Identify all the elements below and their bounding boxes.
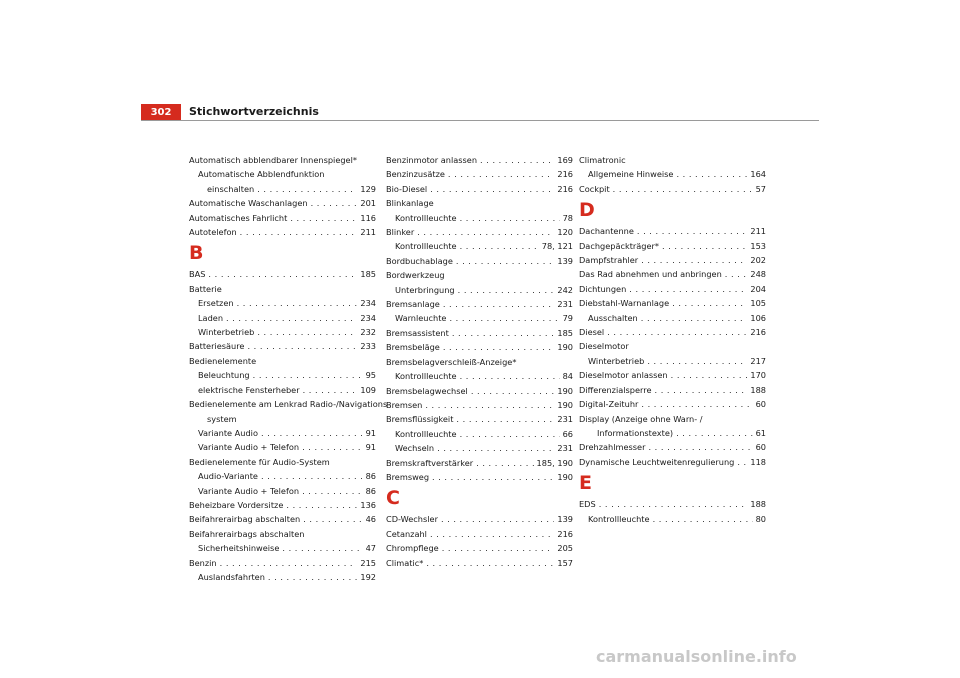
index-entry-page: 170 xyxy=(750,370,766,381)
index-entry-term: Allgemeine Hinweise xyxy=(588,169,674,180)
index-entry-page: 231 xyxy=(557,299,573,310)
index-entry-term: Laden xyxy=(198,312,224,323)
index-entry-page: 190 xyxy=(557,471,573,482)
index-entry xyxy=(189,541,376,555)
index-entry xyxy=(386,311,573,325)
index-entry-term: Dachantenne xyxy=(579,226,634,237)
index-entry-page: 190 xyxy=(557,385,573,396)
dot-leader xyxy=(300,383,358,397)
index-entry xyxy=(579,354,766,368)
index-entry-term: Diebstahl-Warnanlage xyxy=(579,298,670,309)
index-entry-term: EDS xyxy=(579,499,596,510)
index-group-label: Automatisch abblendbarer Innenspiegel* xyxy=(189,155,357,165)
index-entry xyxy=(579,267,766,281)
index-entry-page: 84 xyxy=(562,371,573,382)
index-entry-term: Autotelefon xyxy=(189,227,237,238)
index-entry-page: 139 xyxy=(557,514,573,525)
index-group-label: Climatronic xyxy=(579,155,626,165)
index-entry-page: 66 xyxy=(562,428,573,439)
index-entry-term: Bio-Diesel xyxy=(386,183,428,194)
index-letter-heading: B xyxy=(189,242,204,265)
index-entry xyxy=(386,470,573,484)
index-entry-term: Dynamische Leuchtweitenregulierung xyxy=(579,456,735,467)
index-letter-heading: D xyxy=(579,199,595,222)
index-entry-term: Benzin xyxy=(189,557,217,568)
index-entry-page: 211 xyxy=(360,227,376,238)
index-entry xyxy=(189,570,376,584)
dot-leader xyxy=(453,412,554,426)
index-entry xyxy=(579,440,766,454)
index-entry xyxy=(579,383,766,397)
index-entry xyxy=(189,225,376,239)
index-entry xyxy=(189,311,376,325)
dot-leader xyxy=(250,368,363,382)
index-entry xyxy=(386,441,573,455)
index-entry-term: Informationstexte) xyxy=(597,427,674,438)
dot-leader xyxy=(223,311,357,325)
index-entry-term: Differenzialsperre xyxy=(579,384,652,395)
index-entry-term: Wechseln xyxy=(395,443,435,454)
dot-leader xyxy=(258,426,363,440)
index-entry-page: 46 xyxy=(365,514,376,525)
dot-leader xyxy=(254,325,357,339)
dot-leader xyxy=(427,182,554,196)
index-column-3 xyxy=(579,153,766,526)
index-entry xyxy=(189,469,376,483)
index-entry-page: 91 xyxy=(365,427,376,438)
index-entry-page: 188 xyxy=(750,384,766,395)
index-group-label: Bedienelemente xyxy=(189,355,257,366)
index-entry-term: Automatisches Fahrlicht xyxy=(189,212,288,223)
index-entry-page: 105 xyxy=(750,298,766,309)
index-entry-page: 216 xyxy=(557,169,573,180)
index-entry-page: 202 xyxy=(750,255,766,266)
watermark: carmanualsonline.info xyxy=(596,647,797,666)
index-entry-term: Benzinzusätze xyxy=(386,169,445,180)
index-column-1 xyxy=(189,153,391,584)
header-divider xyxy=(141,120,819,121)
index-entry-term: Unterbringung xyxy=(395,284,455,295)
index-entry xyxy=(386,167,573,181)
index-entry-term: Kontrollleuchte xyxy=(395,371,457,382)
index-entry xyxy=(386,297,573,311)
index-entry xyxy=(189,296,376,310)
index-entry xyxy=(386,283,573,297)
index-entry-term: Kontrollleuchte xyxy=(395,241,457,252)
index-entry-term: Beheizbare Vordersitze xyxy=(189,499,284,510)
index-group-label: Bedienelemente am Lenkrad Radio-/Navigations- xyxy=(189,399,391,410)
index-entry-page: 116 xyxy=(360,212,376,223)
index-entry-page: 129 xyxy=(360,183,376,194)
index-entry xyxy=(579,397,766,411)
index-entry-page: 86 xyxy=(365,485,376,496)
index-entry-term: Ausschalten xyxy=(588,312,638,323)
index-entry-page: 164 xyxy=(750,169,766,180)
index-entry xyxy=(579,368,766,382)
index-letter-heading: E xyxy=(579,472,592,495)
index-group-label: Blinkanlage xyxy=(386,198,434,209)
index-entry-term: Cetanzahl xyxy=(386,528,427,539)
index-entry-term: Dampfstrahler xyxy=(579,255,639,266)
index-entry xyxy=(386,225,573,239)
index-entry xyxy=(386,556,573,570)
index-entry-page: 91 xyxy=(365,442,376,453)
index-entry-page: 86 xyxy=(365,471,376,482)
index-entry xyxy=(579,325,766,339)
index-entry-term: Benzinmotor anlassen xyxy=(386,155,478,165)
index-entry-term: Dichtungen xyxy=(579,283,627,294)
index-entry xyxy=(386,412,573,426)
dot-leader xyxy=(434,441,554,455)
index-letter-heading: C xyxy=(386,487,400,510)
dot-leader xyxy=(427,527,554,541)
dot-leader xyxy=(299,440,363,454)
index-entry-term: CD-Wechsler xyxy=(386,514,438,525)
index-entry xyxy=(579,253,766,267)
index-entry-term: Winterbetrieb xyxy=(588,355,645,366)
index-entry xyxy=(386,512,573,526)
dot-leader xyxy=(638,311,748,325)
index-entry-term: BAS xyxy=(189,269,206,280)
index-entry-page: 233 xyxy=(360,341,376,352)
index-entry xyxy=(386,239,573,253)
dot-leader xyxy=(237,225,358,239)
index-entry-term: Variante Audio xyxy=(198,427,258,438)
index-entry-term: Bremsassistent xyxy=(386,327,449,338)
index-entry-term: Diesel xyxy=(579,327,605,338)
index-entry-page: 139 xyxy=(557,255,573,266)
index-entry-page: 188 xyxy=(750,499,766,510)
dot-leader xyxy=(634,224,747,238)
index-entry-page: 47 xyxy=(365,543,376,554)
dot-leader xyxy=(449,326,555,340)
index-entry-term: elektrische Fensterheber xyxy=(198,384,300,395)
index-entry-page: 185, 190 xyxy=(536,457,573,468)
index-entry xyxy=(386,340,573,354)
index-entry-page: 109 xyxy=(360,384,376,395)
dot-leader xyxy=(244,339,357,353)
index-entry-term: Beifahrerairbag abschalten xyxy=(189,514,301,525)
dot-leader xyxy=(446,311,559,325)
index-group-label: Beifahrerairbags abschalten xyxy=(189,528,305,539)
index-entry-term: Dieselmotor anlassen xyxy=(579,370,668,381)
dot-leader xyxy=(445,167,554,181)
index-entry-page: 157 xyxy=(557,557,573,568)
index-entry-term: Drehzahlmesser xyxy=(579,442,646,453)
dot-leader xyxy=(299,484,363,498)
index-entry-page: 136 xyxy=(360,499,376,510)
index-entry xyxy=(189,383,376,397)
index-entry-term: einschalten xyxy=(207,183,255,194)
index-entry xyxy=(579,167,766,181)
dot-leader xyxy=(254,182,357,196)
dot-leader xyxy=(610,182,753,196)
index-entry xyxy=(579,239,766,253)
dot-leader xyxy=(673,167,747,181)
dot-leader xyxy=(638,397,752,411)
index-entry-page: 106 xyxy=(750,312,766,323)
index-entry-page: 232 xyxy=(360,327,376,338)
index-entry-term: Audio-Variante xyxy=(198,471,258,482)
index-entry-term: Ersetzen xyxy=(198,298,234,309)
index-entry-term: Variante Audio + Telefon xyxy=(198,442,300,453)
index-entry xyxy=(579,311,766,325)
index-group-label: Bordwerkzeug xyxy=(386,270,445,281)
dot-leader xyxy=(457,369,560,383)
index-entry xyxy=(579,426,766,440)
index-entry-term: Kontrollleuchte xyxy=(588,513,650,524)
index-entry-term: Bremsanlage xyxy=(386,299,440,310)
dot-leader xyxy=(258,469,363,483)
index-entry xyxy=(189,368,376,382)
index-entry xyxy=(386,182,573,196)
index-entry-page: 60 xyxy=(755,399,766,410)
dot-leader xyxy=(734,455,747,469)
dot-leader xyxy=(440,297,555,311)
index-entry xyxy=(579,224,766,238)
dot-leader xyxy=(453,254,554,268)
dot-leader xyxy=(423,556,554,570)
index-entry-term: Blinker xyxy=(386,227,415,238)
index-entry-page: 192 xyxy=(360,571,376,582)
dot-leader xyxy=(440,340,555,354)
index-entry-term: Batteriesäure xyxy=(189,341,245,352)
index-entry-term: Dachgepäckträger* xyxy=(579,240,659,251)
index-group-label: system xyxy=(207,413,237,424)
index-entry xyxy=(189,484,376,498)
index-entry xyxy=(386,153,573,167)
index-entry-page: 78, 121 xyxy=(541,241,573,252)
index-entry xyxy=(189,267,376,281)
dot-leader xyxy=(422,398,554,412)
index-entry-page: 205 xyxy=(557,543,573,554)
index-entry-page: 216 xyxy=(750,327,766,338)
index-entry xyxy=(189,339,376,353)
dot-leader xyxy=(722,267,748,281)
dot-leader xyxy=(439,541,555,555)
index-entry-page: 216 xyxy=(557,183,573,194)
index-entry xyxy=(386,456,573,470)
index-entry-term: Auslandsfahrten xyxy=(198,571,265,582)
index-entry-page: 78 xyxy=(562,212,573,223)
index-entry xyxy=(386,384,573,398)
index-entry-page: 190 xyxy=(557,342,573,353)
index-entry-term: Sicherheitshinweise xyxy=(198,543,280,554)
index-entry xyxy=(189,196,376,210)
dot-leader xyxy=(438,512,554,526)
index-entry xyxy=(189,211,376,225)
index-entry-term: Beleuchtung xyxy=(198,370,250,381)
index-entry-term: Digital-Zeituhr xyxy=(579,399,639,410)
index-entry-page: 153 xyxy=(750,240,766,251)
index-entry-term: Warnleuchte xyxy=(395,313,447,324)
index-entry-term: Chrompflege xyxy=(386,543,439,554)
page-title: Stichwortverzeichnis xyxy=(189,105,319,118)
dot-leader xyxy=(308,196,358,210)
index-entry-term: Bremsflüssigkeit xyxy=(386,414,454,425)
dot-leader xyxy=(457,239,539,253)
index-entry xyxy=(189,512,376,526)
index-entry-page: 231 xyxy=(557,414,573,425)
dot-leader xyxy=(645,440,752,454)
index-entry-page: 185 xyxy=(360,269,376,280)
index-entry xyxy=(579,296,766,310)
index-entry xyxy=(579,282,766,296)
index-entry-term: Bremsen xyxy=(386,399,423,410)
index-entry-page: 190 xyxy=(557,399,573,410)
dot-leader xyxy=(626,282,747,296)
index-entry xyxy=(579,497,766,511)
index-entry xyxy=(386,326,573,340)
index-entry-term: Climatic* xyxy=(386,557,424,568)
index-entry xyxy=(579,455,766,469)
index-entry-page: 61 xyxy=(755,427,766,438)
index-entry-page: 217 xyxy=(750,355,766,366)
dot-leader xyxy=(473,456,533,470)
index-entry xyxy=(386,211,573,225)
index-entry-page: 95 xyxy=(365,370,376,381)
dot-leader xyxy=(604,325,747,339)
index-entry-page: 80 xyxy=(755,513,766,524)
index-entry-term: Bremsweg xyxy=(386,471,430,482)
index-group-label: Batterie xyxy=(189,283,222,294)
index-group-label: Dieselmotor xyxy=(579,341,629,352)
index-entry-term: Das Rad abnehmen und anbringen xyxy=(579,269,722,280)
index-entry xyxy=(386,541,573,555)
dot-leader xyxy=(650,512,753,526)
dot-leader xyxy=(651,383,747,397)
index-entry-term: Kontrollleuchte xyxy=(395,428,457,439)
index-entry-term: Bremsbeläge xyxy=(386,342,440,353)
dot-leader xyxy=(457,427,560,441)
dot-leader xyxy=(300,512,362,526)
index-entry-term: Kontrollleuchte xyxy=(395,212,457,223)
index-column-2 xyxy=(386,153,573,570)
index-entry xyxy=(386,427,573,441)
index-entry-term: Cockpit xyxy=(579,183,610,194)
dot-leader xyxy=(287,211,357,225)
index-entry xyxy=(386,254,573,268)
dot-leader xyxy=(217,556,358,570)
dot-leader xyxy=(455,283,555,297)
index-entry-page: 204 xyxy=(750,283,766,294)
index-entry xyxy=(386,398,573,412)
index-entry-page: 231 xyxy=(557,443,573,454)
page-number-badge: 302 xyxy=(141,104,181,120)
dot-leader xyxy=(644,354,747,368)
index-entry-term: Automatische Waschanlagen xyxy=(189,198,308,209)
index-entry-term: Variante Audio + Telefon xyxy=(198,485,300,496)
index-entry-page: 215 xyxy=(360,557,376,568)
index-entry-page: 242 xyxy=(557,284,573,295)
index-entry-page: 120 xyxy=(557,227,573,238)
index-entry xyxy=(579,512,766,526)
dot-leader xyxy=(414,225,554,239)
index-entry xyxy=(189,498,376,512)
index-entry-page: 216 xyxy=(557,528,573,539)
index-entry xyxy=(189,556,376,570)
dot-leader xyxy=(457,211,560,225)
index-entry-page: 57 xyxy=(755,183,766,194)
index-entry xyxy=(189,325,376,339)
dot-leader xyxy=(673,426,753,440)
dot-leader xyxy=(265,570,357,584)
index-entry xyxy=(189,440,376,454)
index-group-label: Display (Anzeige ohne Warn- / xyxy=(579,413,703,424)
index-entry-term: Bremskraftverstärker xyxy=(386,457,474,468)
dot-leader xyxy=(669,296,747,310)
dot-leader xyxy=(234,296,358,310)
dot-leader xyxy=(429,470,554,484)
dot-leader xyxy=(668,368,748,382)
dot-leader xyxy=(283,498,357,512)
index-entry-page: 79 xyxy=(562,313,573,324)
index-entry xyxy=(189,426,376,440)
index-entry-page: 234 xyxy=(360,298,376,309)
index-entry xyxy=(579,182,766,196)
dot-leader xyxy=(279,541,362,555)
index-group-label: Bedienelemente für Audio-System xyxy=(189,456,330,467)
index-entry-page: 211 xyxy=(750,226,766,237)
index-entry xyxy=(386,527,573,541)
index-entry-term: Bremsbelagwechsel xyxy=(386,385,468,396)
index-group-label: Automatische Abblendfunktion xyxy=(198,169,325,180)
index-entry-page: 234 xyxy=(360,312,376,323)
index-entry-page: 60 xyxy=(755,442,766,453)
index-entry-term: Winterbetrieb xyxy=(198,327,255,338)
dot-leader xyxy=(205,267,357,281)
dot-leader xyxy=(659,239,747,253)
dot-leader xyxy=(477,153,554,167)
index-entry-page: 169 xyxy=(557,155,573,165)
index-entry-page: 118 xyxy=(750,456,766,467)
index-group-label: Bremsbelagverschleiß-Anzeige* xyxy=(386,356,517,367)
dot-leader xyxy=(468,384,555,398)
index-entry xyxy=(386,369,573,383)
dot-leader xyxy=(638,253,747,267)
index-entry xyxy=(189,182,376,196)
index-entry-term: Bordbuchablage xyxy=(386,255,453,266)
index-entry-page: 201 xyxy=(360,198,376,209)
index-entry-page: 248 xyxy=(750,269,766,280)
dot-leader xyxy=(596,497,748,511)
index-entry-page: 185 xyxy=(557,327,573,338)
